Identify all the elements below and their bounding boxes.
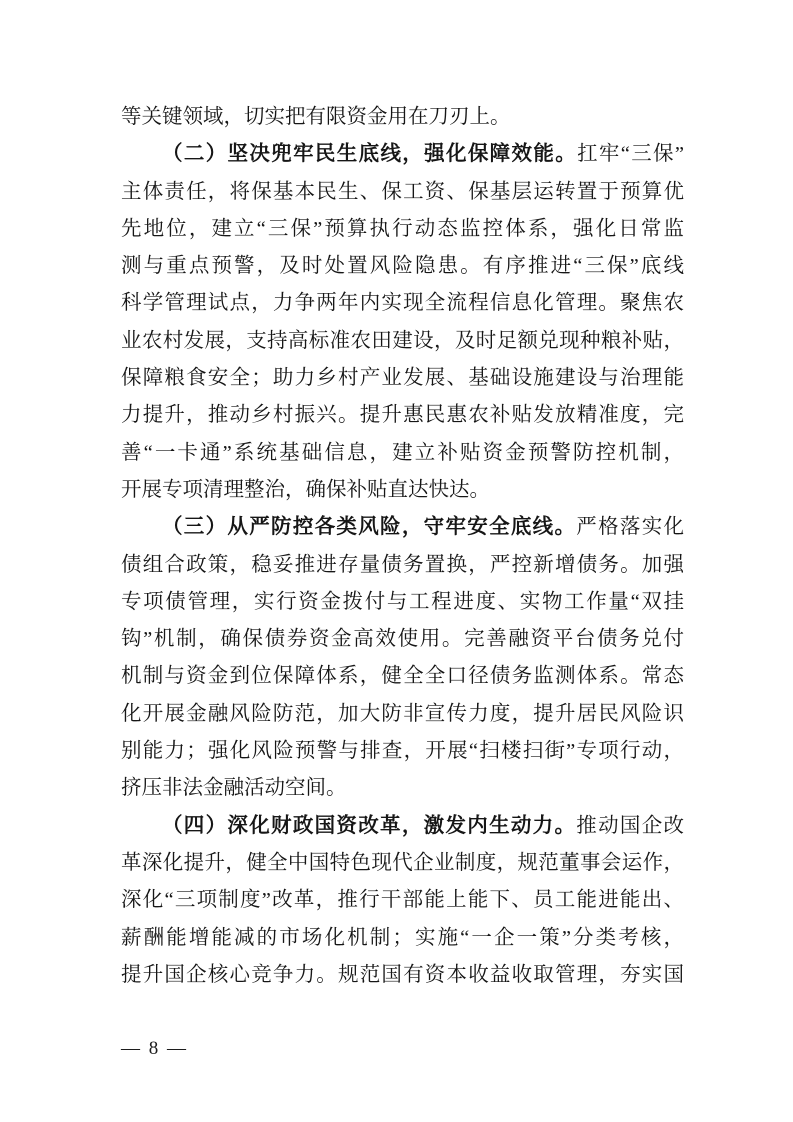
section-heading-line [121,808,684,845]
body-segment: 主体责任，将保基本民生、保工资、保基层运转置于预算优 [121,180,684,203]
body-segment: 力提升，推动乡村振兴。提升惠民惠农补贴发放精准度，完 [121,404,684,427]
body-segment: 化开展金融风险防范，加大防非宣传力度，提升居民风险识 [121,702,684,725]
body-segment: 债组合政策，稳妥推进存量债务置换，严控新增债务。加强 [121,553,684,576]
text-line [121,99,684,136]
text-line [121,845,684,882]
body-segment: 等关键领域，切实把有限资金用在刀刃上。 [121,106,511,128]
text-line [121,211,684,248]
body-segment: 专项债管理，实行资金拨付与工程进度、实物工作量“双挂 [121,590,684,613]
body-segment: 保障粮食安全；助力乡村产业发展、基础设施建设与治理能 [121,367,684,390]
section-heading-line [121,136,684,173]
text-line [121,882,684,919]
text-line [121,696,684,733]
text-line [121,174,684,211]
text-line [121,435,684,472]
text-line [121,957,684,994]
text-line [121,733,684,770]
text-line [121,360,684,397]
text-line [121,658,684,695]
text-line [121,621,684,658]
text-line [121,547,684,584]
text-line [121,770,684,807]
body-segment: 薪酬能增能减的市场化机制；实施“一企一策”分类考核， [121,926,684,949]
text-line [121,584,684,621]
text-line [121,920,684,957]
body-segment: 业农村发展，支持高标准农田建设，及时足额兑现种粮补贴， [121,329,684,352]
document-body [121,99,684,994]
body-segment: 钩”机制，确保债券资金高效使用。完善融资平台债务兑付 [121,628,684,651]
body-segment: 科学管理试点，力争两年内实现全流程信息化管理。聚焦农 [121,292,684,315]
text-line [121,323,684,360]
section-heading-line [121,509,684,546]
body-segment: 深化“三项制度”改革，推行干部能上能下、员工能进能出、 [121,889,684,912]
body-segment: 扛牢“三保” [577,143,685,166]
page-number: — 8 — [121,1038,188,1059]
body-segment: 测与重点预警，及时处置风险隐患。有序推进“三保”底线 [121,255,684,278]
body-segment: 别能力；强化风险预警与排查，开展“扫楼扫街”专项行动， [121,740,684,763]
text-line [121,472,684,509]
body-segment: 严格落实化 [576,516,684,539]
body-segment: 革深化提升，健全中国特色现代企业制度，规范董事会运作， [121,851,684,874]
body-segment: 提升国企核心竞争力。规范国有资本收益收取管理，夯实国 [121,963,684,986]
heading-segment: （四）深化财政国资改革，激发内生动力。 [162,814,577,837]
text-line [121,285,684,322]
body-segment: 挤压非法金融活动空间。 [121,777,347,800]
heading-segment: （三）从严防控各类风险，守牢安全底线。 [162,516,577,539]
body-segment: 开展专项清理整治，确保补贴直达快达。 [121,478,490,501]
body-segment: 善“一卡通”系统基础信息，建立补贴资金预警防控机制， [121,441,684,464]
text-line [121,248,684,285]
heading-segment: （二）坚决兜牢民生底线，强化保障效能。 [162,143,578,166]
text-line [121,397,684,434]
body-segment: 机制与资金到位保障体系，健全全口径债务监测体系。常态 [121,665,684,688]
body-segment: 推动国企改 [576,814,684,837]
body-segment: 先地位，建立“三保”预算执行动态监控体系，强化日常监 [121,217,684,240]
